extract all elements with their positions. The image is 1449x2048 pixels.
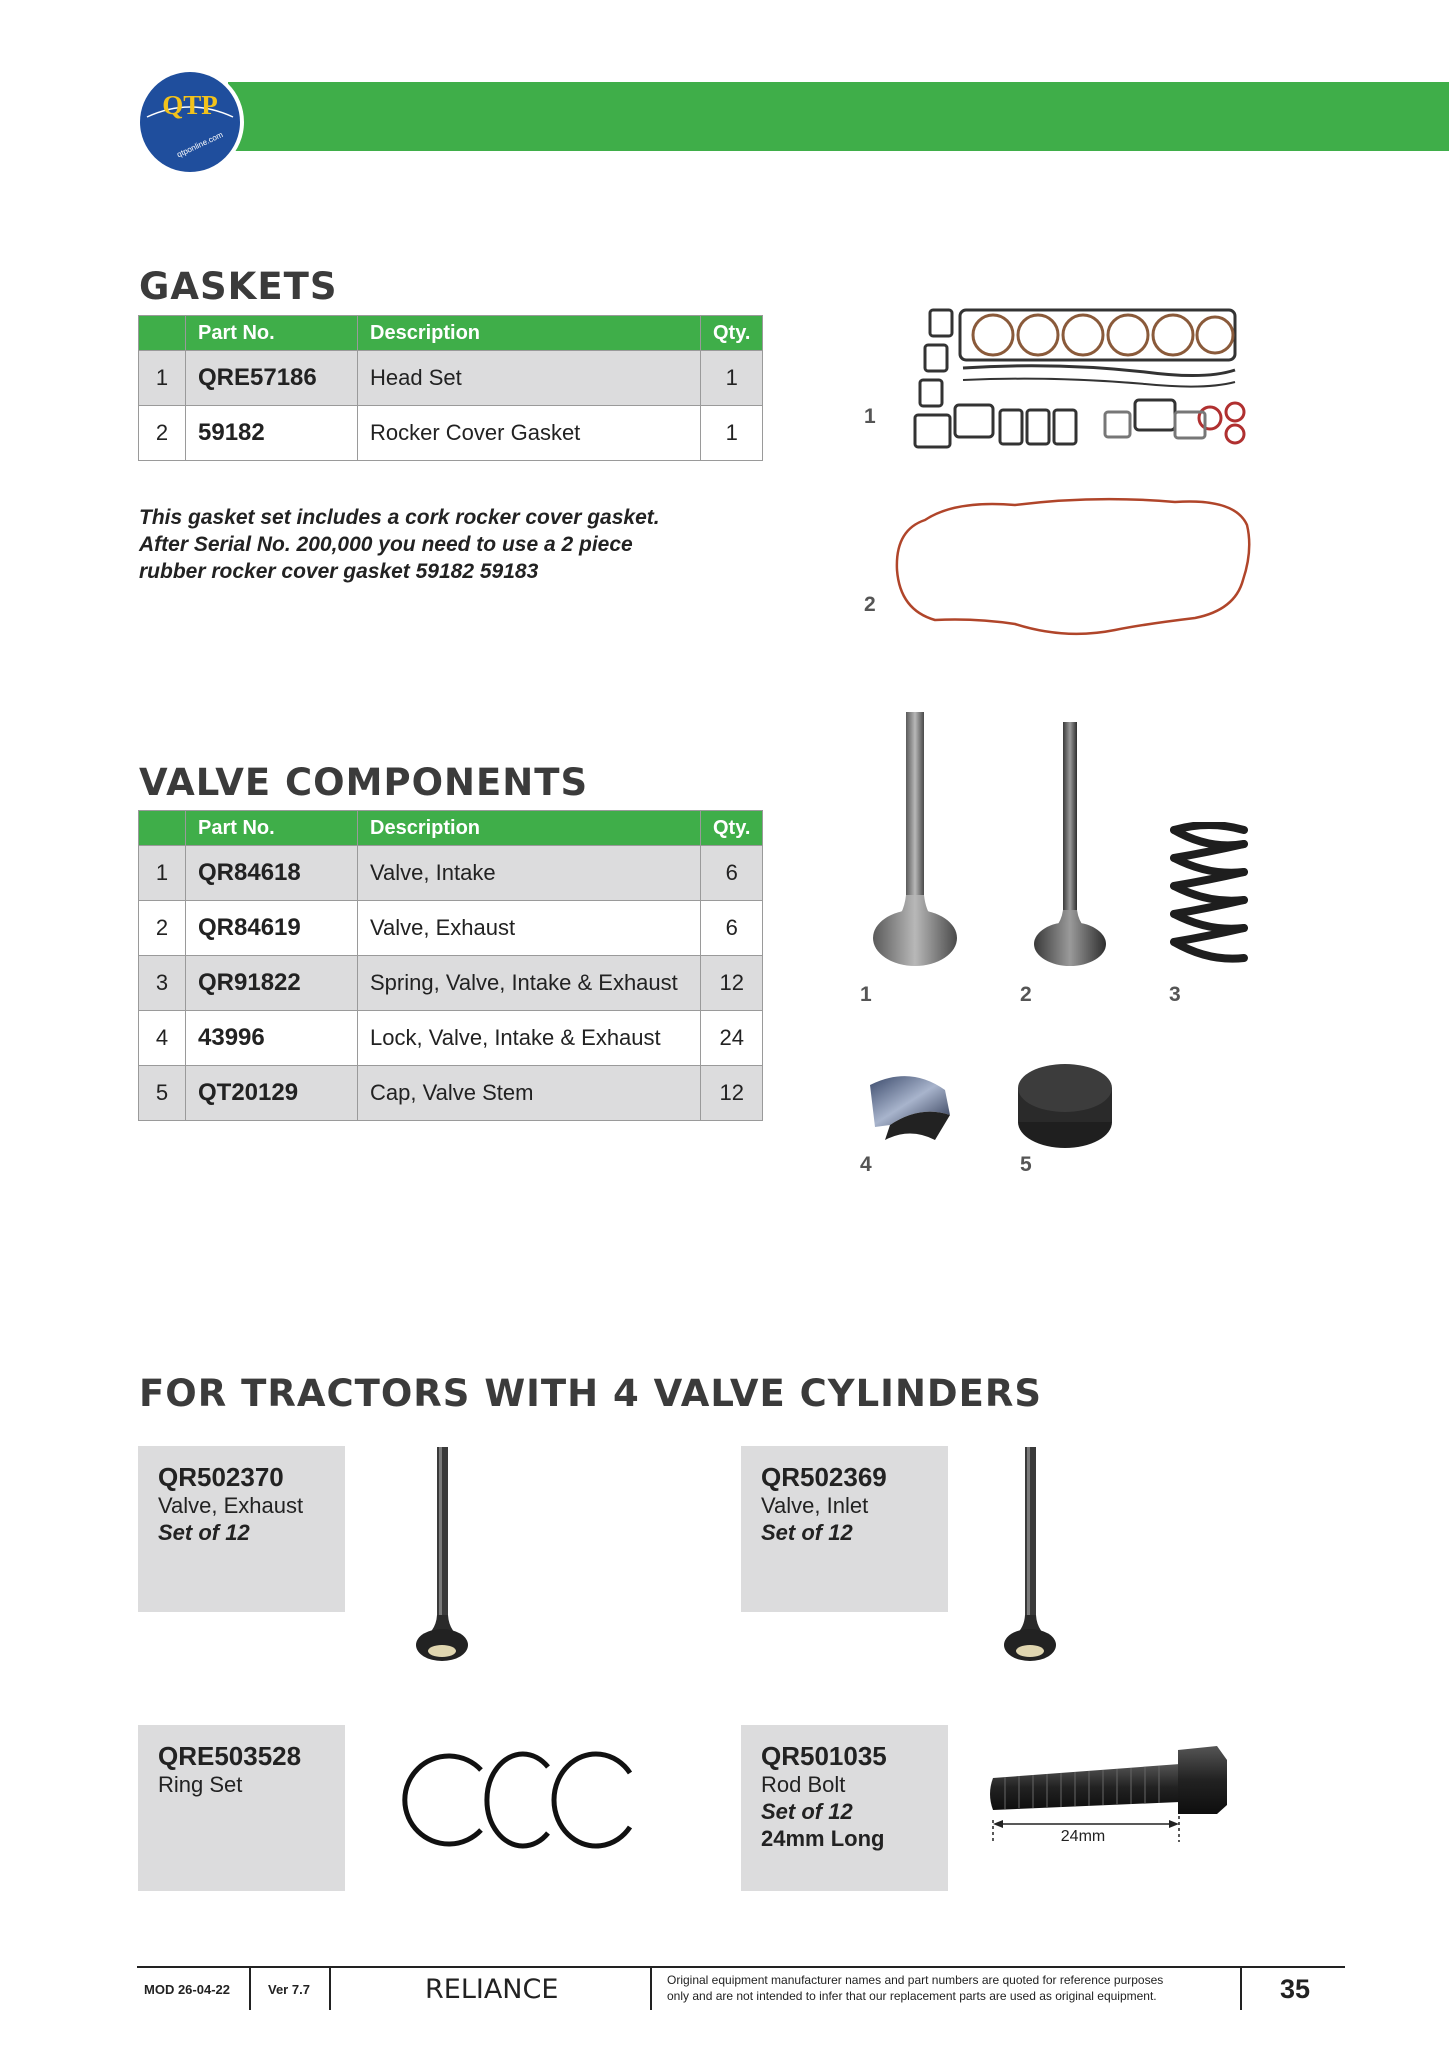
part-number: QRE57186 [186,351,358,406]
part-number: QR91822 [186,956,358,1011]
table-row [139,406,763,461]
product-card-inlet-valve [741,1446,948,1612]
inlet-valve-4v-image [1000,1445,1060,1665]
part-number: QR501035 [761,1741,887,1771]
quantity: 24 [701,1011,763,1066]
rod-bolt-image [985,1740,1235,1850]
description: Rocker Cover Gasket [358,406,701,461]
ring-set-image [398,1745,653,1855]
table-row [139,1066,763,1121]
footer-divider [1240,1968,1242,2010]
valve-table [138,810,763,1121]
logo-url: qtponline.com [175,130,225,160]
col-description: Description [358,811,701,846]
rocker-cover-gasket-image [895,490,1255,640]
quantity: 1 [701,406,763,461]
image-label: 3 [1169,983,1181,1006]
footer-divider [249,1968,251,2010]
bolt-dimension-label: 24mm [1060,1828,1106,1845]
gaskets-title: GASKETS [139,265,338,308]
row-index: 4 [139,1011,186,1066]
gasket-note [139,504,660,585]
table-row [139,351,763,406]
page-number: 35 [1280,1973,1311,2004]
valve-stem-cap-image [1016,1060,1114,1150]
description: Cap, Valve Stem [358,1066,701,1121]
footer-disclaimer [667,1972,1163,2004]
set-quantity: Set of 12 [761,1520,853,1545]
four-valve-title: FOR TRACTORS WITH 4 VALVE CYLINDERS [139,1372,1043,1415]
description: Valve, Intake [358,846,701,901]
quantity: 12 [701,1066,763,1121]
part-number: QR502369 [761,1462,887,1492]
valve-lock-image [865,1065,955,1145]
gaskets-table [138,315,763,461]
footer-brand: RELIANCE [425,1973,559,2005]
quantity: 1 [701,351,763,406]
table-row [139,846,763,901]
note-line: rubber rocker cover gasket 59182 59183 [139,560,539,583]
disclaimer-line: Original equipment manufacturer names and part numbers are quoted for reference purposes [667,1973,1164,1987]
part-number: QR84619 [186,901,358,956]
col-part: Part No. [186,316,358,351]
row-index: 2 [139,406,186,461]
part-number: QT20129 [186,1066,358,1121]
qtp-logo [135,67,245,177]
col-qty: Qty. [701,316,763,351]
part-number: 59182 [186,406,358,461]
row-index: 5 [139,1066,186,1121]
part-number: QR502370 [158,1462,284,1492]
table-row [139,901,763,956]
description: Spring, Valve, Intake & Exhaust [358,956,701,1011]
set-quantity: Set of 12 [761,1799,853,1824]
description: Rod Bolt [761,1772,846,1797]
exhaust-valve-image [1030,720,1110,970]
description: Valve, Exhaust [158,1493,304,1518]
image-label: 2 [864,593,876,616]
part-number: QRE503528 [158,1741,302,1771]
table-header [139,316,763,351]
header-bar [228,82,1449,151]
col-index [139,316,186,351]
description: Head Set [358,351,701,406]
logo-text: QTP [162,90,218,120]
set-quantity: Set of 12 [158,1520,250,1545]
image-label: 5 [1020,1153,1032,1176]
note-line: This gasket set includes a cork rocker cover gasket. [139,506,660,529]
col-description: Description [358,316,701,351]
footer-divider [650,1968,652,2010]
description: Valve, Inlet [761,1493,869,1518]
col-qty: Qty. [701,811,763,846]
image-label: 4 [860,1153,872,1176]
valve-spring-image [1168,822,1250,972]
row-index: 1 [139,846,186,901]
bolt-length: 24mm Long [761,1826,885,1851]
table-header [139,811,763,846]
quantity: 12 [701,956,763,1011]
image-label: 1 [864,405,876,428]
row-index: 2 [139,901,186,956]
intake-valve-image [865,710,965,975]
footer-rule [137,1966,1345,1968]
part-number: 43996 [186,1011,358,1066]
footer-version: Ver 7.7 [268,1981,310,1997]
footer-mod: MOD 26-04-22 [144,1981,230,1997]
quantity: 6 [701,846,763,901]
head-set-gasket-image [905,300,1250,460]
col-index [139,811,186,846]
part-number: QR84618 [186,846,358,901]
col-part: Part No. [186,811,358,846]
product-card-exhaust-valve [138,1446,345,1612]
table-row [139,956,763,1011]
table-row [139,1011,763,1066]
row-index: 3 [139,956,186,1011]
valve-title: VALVE COMPONENTS [139,761,589,804]
exhaust-valve-4v-image [412,1445,472,1665]
description: Valve, Exhaust [358,901,701,956]
product-card-ring-set [138,1725,345,1891]
image-label: 1 [860,983,872,1006]
row-index: 1 [139,351,186,406]
footer-divider [329,1968,331,2010]
quantity: 6 [701,901,763,956]
product-card-rod-bolt [741,1725,948,1891]
description: Lock, Valve, Intake & Exhaust [358,1011,701,1066]
note-line: After Serial No. 200,000 you need to use a 2 piece [139,533,633,556]
disclaimer-line: only and are not intended to infer that our replacement parts are used as original equipment. [667,1989,1157,2003]
image-label: 2 [1020,983,1032,1006]
description: Ring Set [158,1772,243,1797]
